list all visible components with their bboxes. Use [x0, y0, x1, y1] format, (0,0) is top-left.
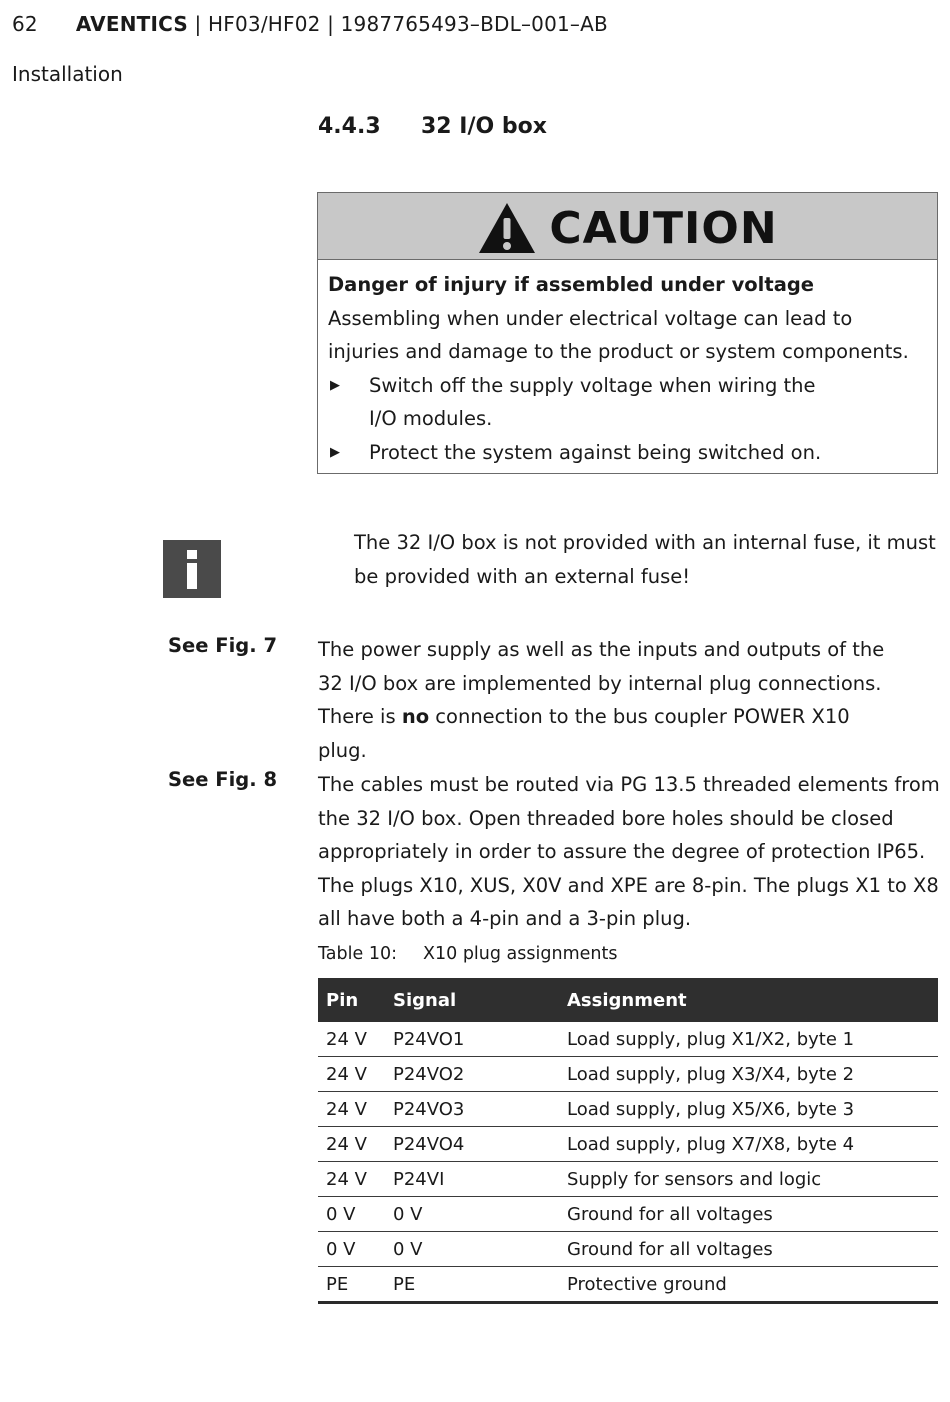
warning-triangle-icon [477, 201, 537, 255]
signal-cell: P24VI [385, 1162, 559, 1197]
caution-signal-word: CAUTION [549, 202, 778, 254]
signal-cell: P24VO4 [385, 1127, 559, 1162]
table-row [318, 1127, 938, 1162]
bullet-arrow-icon: ▶ [330, 377, 340, 393]
table-row [318, 1267, 938, 1303]
info-icon [163, 540, 221, 598]
section-label: Installation [12, 62, 123, 86]
column-header: Pin [318, 978, 385, 1022]
caution-body [318, 260, 937, 469]
assignment-cell: Supply for sensors and logic [559, 1162, 938, 1197]
page-header [12, 12, 608, 36]
table-caption [318, 944, 617, 964]
pin-cell: 24 V [318, 1092, 385, 1127]
document-info: | HF03/HF02 | 1987765493–BDL–001–AB [188, 12, 608, 36]
pin-cell: 0 V [318, 1197, 385, 1232]
table-row [318, 1197, 938, 1232]
table-caption-label: Table 10: [318, 944, 397, 964]
figure-reference: See Fig. 8 [168, 768, 278, 791]
heading-title: 32 I/O box [421, 114, 547, 139]
action-item [328, 369, 927, 436]
caution-box [317, 192, 938, 474]
action-text: Protect the system against being switched on. [369, 440, 822, 464]
figure-reference: See Fig. 7 [168, 634, 278, 657]
brand-name: AVENTICS [75, 12, 188, 36]
table-header-row [318, 978, 938, 1022]
signal-cell: P24VO2 [385, 1057, 559, 1092]
column-header: Assignment [559, 978, 938, 1022]
plug-assignment-table [318, 978, 938, 1304]
pin-cell: 24 V [318, 1162, 385, 1197]
hazard-title: Danger of injury if assembled under voltage [328, 273, 815, 296]
table-caption-title: X10 plug assignments [423, 944, 618, 964]
hazard-description: Assembling when under electrical voltage can lead to injuries and damage to the product or system components. [328, 306, 909, 363]
paragraph-text: The power supply as well as the inputs and outputs of the 32 I/O box are implemented by internal plug connections. There is [318, 638, 885, 728]
page-number: 62 [12, 12, 38, 36]
table-row [318, 1232, 938, 1267]
table-row [318, 1162, 938, 1197]
assignment-cell: Load supply, plug X1/X2, byte 1 [559, 1022, 938, 1057]
assignment-cell: Load supply, plug X3/X4, byte 2 [559, 1057, 938, 1092]
body-paragraph: The cables must be routed via PG 13.5 threaded elements from the 32 I/O box. Open threaded bore holes should be closed appropriately in order to assure the degree of protection IP65. The plugs X10, XUS, X0V and XPE are 8-pin. The plugs X1 to X8 all have both a 4-pin and a 3-pin plug. [318, 773, 940, 930]
paragraph-text: connection to the bus coupler POWER X10 plug. [318, 705, 850, 762]
section-heading [318, 114, 547, 139]
signal-cell: PE [385, 1267, 559, 1303]
body-paragraph [318, 633, 903, 767]
assignment-cell: Ground for all voltages [559, 1232, 938, 1267]
signal-cell: 0 V [385, 1197, 559, 1232]
table-row [318, 1092, 938, 1127]
bullet-arrow-icon: ▶ [330, 444, 340, 460]
pin-cell: 24 V [318, 1127, 385, 1162]
assignment-cell: Load supply, plug X5/X6, byte 3 [559, 1092, 938, 1127]
caution-header [318, 193, 937, 260]
pin-cell: PE [318, 1267, 385, 1303]
heading-number: 4.4.3 [318, 114, 381, 139]
pin-cell: 24 V [318, 1057, 385, 1092]
action-item [328, 436, 927, 470]
pin-cell: 0 V [318, 1232, 385, 1267]
signal-cell: 0 V [385, 1232, 559, 1267]
column-header: Signal [385, 978, 559, 1022]
assignment-cell: Load supply, plug X7/X8, byte 4 [559, 1127, 938, 1162]
signal-cell: P24VO1 [385, 1022, 559, 1057]
signal-cell: P24VO3 [385, 1092, 559, 1127]
assignment-cell: Protective ground [559, 1267, 938, 1303]
table-row [318, 1022, 938, 1057]
table-row [318, 1057, 938, 1092]
emphasis-text: no [401, 705, 430, 728]
assignment-cell: Ground for all voltages [559, 1197, 938, 1232]
info-note-text: The 32 I/O box is not provided with an internal fuse, it must be provided with an external fuse! [354, 531, 936, 588]
action-text: Switch off the supply voltage when wiring the I/O modules. [369, 373, 816, 430]
pin-cell: 24 V [318, 1022, 385, 1057]
